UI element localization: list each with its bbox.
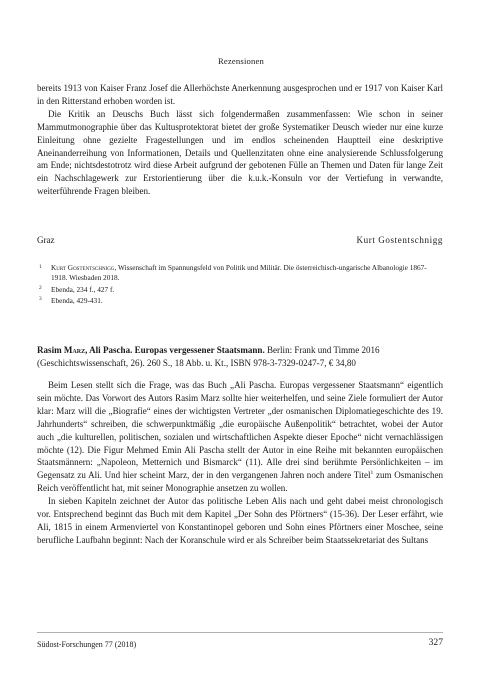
footnote-text: Ebenda, 234 f., 427 f. [51, 284, 115, 294]
page-number: 327 [428, 637, 443, 648]
footnotes [37, 263, 443, 307]
signature-place: Graz [37, 235, 55, 245]
review-paragraph-1 [37, 379, 443, 495]
review-heading [37, 344, 443, 370]
book-bibliographic-info: Berlin: Frank und Timme 2016 (Geschichtswissenschaft, 26). 260 S., 18 Abb. u. Kt., ISBN 978-3-7329-0247-7, € 34,80 [37, 345, 380, 368]
paragraph-continuation: bereits 1913 von Kaiser Franz Josef die Allerhöchste Anerkennung ausgesprochen und er 1917 von Kaiser Karl in den Ritterstand erhoben worden ist. [37, 83, 443, 106]
journal-citation: Südost-Forschungen 77 (2018) [37, 640, 137, 649]
footnote-ref: 1 [370, 470, 374, 477]
footnote [37, 285, 443, 295]
paragraph-conclusion: Die Kritik an Deuschs Buch lässt sich folgendermaßen zusammenfassen: Wie schon in seiner Mammutmonographie über das Kultusprotektorat bietet der große Systematiker Deusch wieder nur eine kurze Einleitung ohne gezielte Fragestellungen und im endlos scheinenden Hauptteil eine deskriptive Aneinanderreihung von Informationen, Details und Quellenzitaten ohne eine analysierende Schlussfolgerung am Ende; nichtsdestotrotz wird diese Arbeit aufgrund der gebotenen Fülle an Themen und Daten für lange Zeit ein Nachschlagewerk zur Erstorientierung über die k.u.k.-Konsuln vor der Vertiefung in verwandte, weiterführende Fragen bleiben. [37, 108, 443, 197]
footnote-number: 1 [39, 263, 42, 270]
footnote [37, 296, 443, 306]
footnote-text: Ebenda, 429-431. [51, 295, 103, 305]
paragraph-text: Beim Lesen stellt sich die Frage, was das Buch „Ali Pascha. Europas vergessener Staatsmann“ eigentlich sein möchte. Das Vorwort des Autors Rasim Marz sollte hier weiterhelfen, und seine Ziele formuliert der Autor klar: Marz will die „Biografie“ eines der wichtigsten Vertreter „der osmanischen Diplomatiegeschichte des 19. Jahrhunderts“ schreiben, die schwerpunktmäßig „die europäische Außenpolitik“ betrachtet, wobei der Autor auch „die kulturellen, politischen, sozialen und wirtschaftlichen Aspekte dieser Epoche“ nicht vernachlässigen möchte (12). Die Figur Mehmed Emin Ali Pascha stellt der Autor in eine Reihe mit bekannten europäischen Staatsmännern: „Napoleon, Metternich und Bismarck“ (11). Alle drei sind berühmte Persönlichkeiten – im Gegensatz zu Ali. Und hier scheint Marz, der in den vergangenen Jahren noch andere Titel [37, 380, 443, 481]
book-author-first: Rasim [37, 345, 64, 355]
review-body [37, 379, 443, 547]
footnote-author: Kurt Gostentschnigg [51, 263, 115, 272]
reviewer-name: Kurt Gostentschnigg [356, 235, 443, 245]
book-title: , Ali Pascha. Europas vergessener Staatsmann. [85, 345, 265, 355]
footnote-text: , Wissenschaft im Spannungsfeld von Politik und Militär. Die österreichisch-ungarische Albanologie 1867-1918. Wiesbaden 2018. [51, 263, 427, 283]
review-paragraph-2: In sieben Kapiteln zeichnet der Autor das politische Leben Alis nach und geht dabei meist chronologisch vor. Entsprechend beginnt das Buch mit dem Kapitel „Der Sohn des Pförtners“ (15-36). Der Leser erfährt, wie Ali, 1815 in einem Armenviertel von Konstantinopel geboren und Sohn eines Pförtners einer Moschee, seine berufliche Laufbahn beginnt: Nach der Koranschule wird er als Schreiber beim Staatssekretariat des Sultans [37, 496, 443, 545]
previous-review-text [37, 82, 443, 198]
footnote-number: 3 [39, 296, 42, 303]
footnote [37, 263, 443, 284]
footer-divider [37, 632, 443, 633]
footnote-number: 2 [39, 285, 42, 292]
book-author-last: Marz [63, 345, 86, 355]
running-head: Rezensionen [217, 56, 265, 66]
paragraph-text: zum Osmanischen Reich veröffentlicht hat, mit seiner Monographie ansetzen zu wollen. [37, 470, 444, 494]
